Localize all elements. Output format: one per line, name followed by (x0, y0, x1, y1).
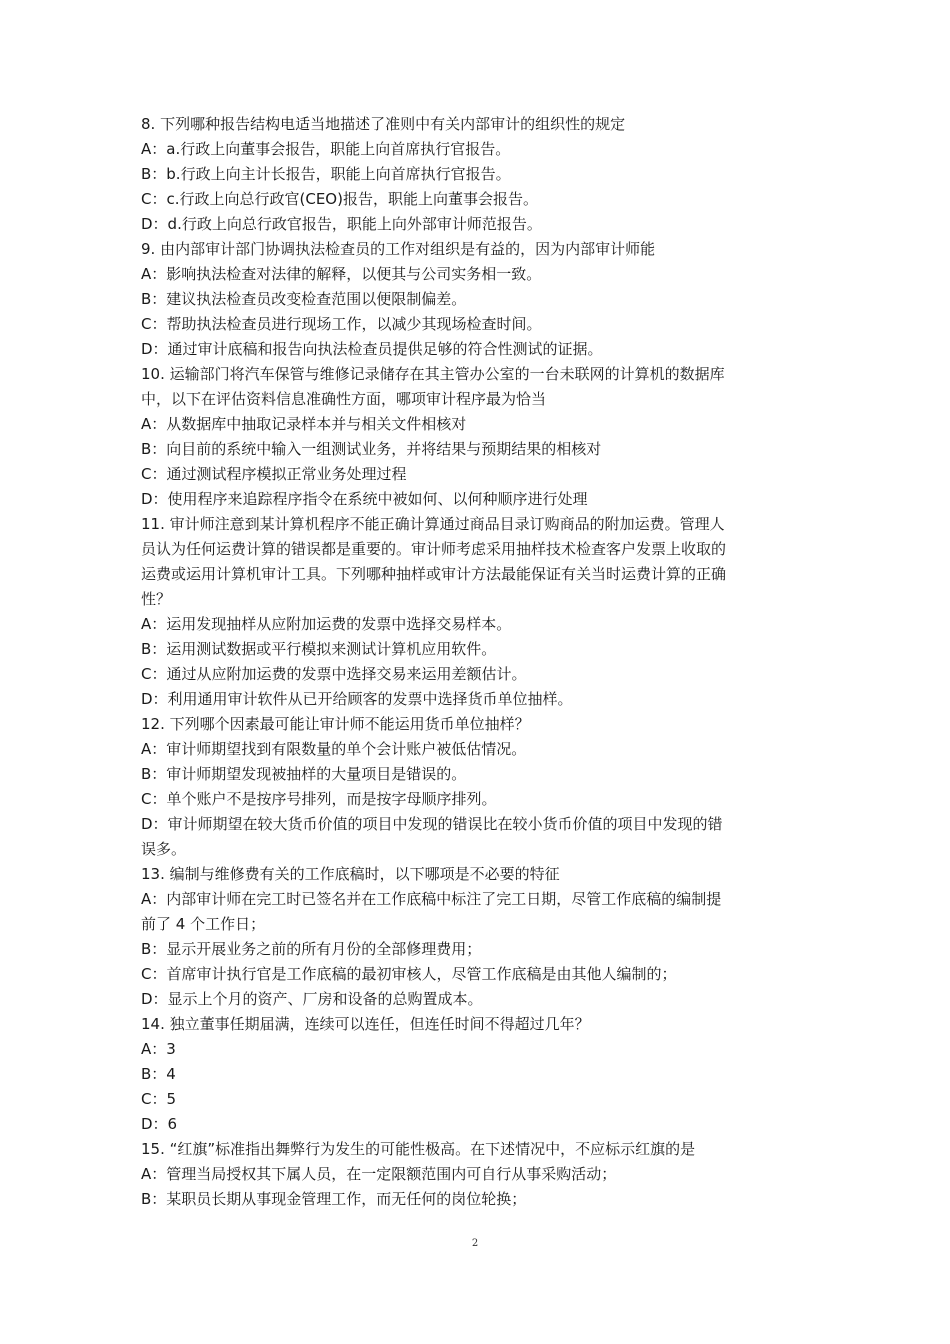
answer-option (141, 187, 811, 212)
answer-option-line: A：3 (141, 1040, 176, 1058)
answer-option-line: A：a.行政上向董事会报告，职能上向首席执行官报告。 (141, 140, 511, 158)
answer-option-line: B：某职员长期从事现金管理工作，而无任何的岗位轮换； (141, 1190, 527, 1208)
answer-option (141, 812, 811, 862)
answer-option (141, 637, 811, 662)
answer-option-line: B：b.行政上向主计长报告，职能上向首席执行官报告。 (141, 165, 511, 183)
answer-option (141, 462, 811, 487)
answer-option-line: C：通过测试程序模拟正常业务处理过程 (141, 465, 407, 483)
question-5 (141, 712, 811, 862)
answer-option-line: D：使用程序来追踪程序指令在系统中被如何、以何种顺序进行处理 (141, 490, 588, 508)
answer-option-line: B：审计师期望发现被抽样的大量项目是错误的。 (141, 765, 467, 783)
answer-option-line: 误多。 (141, 840, 187, 858)
answer-option-line: D：利用通用审计软件从已开给顾客的发票中选择货币单位抽样。 (141, 690, 573, 708)
answer-option (141, 437, 811, 462)
answer-option-line: D：d.行政上向总行政官报告，职能上向外部审计师范报告。 (141, 215, 542, 233)
answer-option (141, 1112, 811, 1137)
question-text-line: 13. 编制与维修费有关的工作底稿时，以下哪项是不必要的特征 (141, 865, 560, 883)
answer-option (141, 212, 811, 237)
answer-option (141, 287, 811, 312)
answer-option (141, 662, 811, 687)
answer-option (141, 137, 811, 162)
answer-option (141, 1187, 811, 1212)
answer-option (141, 762, 811, 787)
answer-option (141, 312, 811, 337)
answer-option-line: A：内部审计师在完工时已签名并在工作底稿中标注了完工日期，尽管工作底稿的编制提 (141, 890, 722, 908)
question-text-line: 性？ (141, 590, 172, 608)
answer-option-line: A：运用发现抽样从应附加运费的发票中选择交易样本。 (141, 615, 512, 633)
answer-option-line: C：通过从应附加运费的发票中选择交易来运用差额估计。 (141, 665, 527, 683)
answer-option (141, 737, 811, 762)
answer-option-line: C：5 (141, 1090, 177, 1108)
answer-option (141, 937, 811, 962)
question-text-line: 15. “红旗”标准指出舞弊行为发生的可能性极高。在下述情况中，不应标示红旗的是 (141, 1140, 696, 1158)
answer-option-line: C：首席审计执行官是工作底稿的最初审核人，尽管工作底稿是由其他人编制的； (141, 965, 677, 983)
question-text-line: 中，以下在评估资料信息准确性方面，哪项审计程序最为恰当 (141, 390, 547, 408)
answer-option-line: D：显示上个月的资产、厂房和设备的总购置成本。 (141, 990, 483, 1008)
question-text-line: 12. 下列哪个因素最可能让审计师不能运用货币单位抽样？ (141, 715, 530, 733)
answer-option (141, 1062, 811, 1087)
answer-option-line: D：通过审计底稿和报告向执法检查员提供足够的符合性测试的证据。 (141, 340, 603, 358)
question-1 (141, 112, 811, 237)
answer-option-line: B：向目前的系统中输入一组测试业务，并将结果与预期结果的相核对 (141, 440, 602, 458)
answer-option-line: B：运用测试数据或平行模拟来测试计算机应用软件。 (141, 640, 497, 658)
answer-option-line: A：管理当局授权其下属人员，在一定限额范围内可自行从事采购活动； (141, 1165, 617, 1183)
answer-option-line: C：单个账户不是按序号排列，而是按字母顺序排列。 (141, 790, 497, 808)
answer-option (141, 887, 811, 937)
question-text-line: 11. 审计师注意到某计算机程序不能正确计算通过商品目录订购商品的附加运费。管理人 (141, 515, 725, 533)
answer-option-line: 前了 4 个工作日； (141, 915, 266, 933)
answer-option-line: C：c.行政上向总行政官(CEO)报告，职能上向董事会报告。 (141, 190, 538, 208)
answer-option (141, 987, 811, 1012)
answer-option (141, 787, 811, 812)
question-3 (141, 362, 811, 512)
answer-option (141, 487, 811, 512)
page-number: 2 (471, 1238, 479, 1249)
answer-option-line: A：影响执法检查对法律的解释，以便其与公司实务相一致。 (141, 265, 542, 283)
answer-option (141, 612, 811, 637)
answer-option-line: B：建议执法检查员改变检查范围以便限制偏差。 (141, 290, 467, 308)
answer-option (141, 162, 811, 187)
question-4 (141, 512, 811, 712)
question-2 (141, 237, 811, 362)
answer-option (141, 262, 811, 287)
answer-option (141, 412, 811, 437)
question-text-line: 8. 下列哪种报告结构电适当地描述了准则中有关内部审计的组织性的规定 (141, 115, 626, 133)
question-text-line: 运费或运用计算机审计工具。下列哪种抽样或审计方法最能保证有关当时运费计算的正确 (141, 565, 727, 583)
answer-option (141, 687, 811, 712)
answer-option (141, 1087, 811, 1112)
answer-option (141, 1162, 811, 1187)
answer-option-line: A：从数据库中抽取记录样本并与相关文件相核对 (141, 415, 467, 433)
answer-option (141, 1037, 811, 1062)
answer-option (141, 337, 811, 362)
question-text-line: 9. 由内部审计部门协调执法检查员的工作对组织是有益的，因为内部审计师能 (141, 240, 656, 258)
question-6 (141, 862, 811, 1012)
question-text-line: 10. 运输部门将汽车保管与维修记录储存在其主管办公室的一台未联网的计算机的数据库 (141, 365, 725, 383)
answer-option-line: B：显示开展业务之前的所有月份的全部修理费用； (141, 940, 482, 958)
answer-option-line: A：审计师期望找到有限数量的单个会计账户被低估情况。 (141, 740, 527, 758)
answer-option-line: C：帮助执法检查员进行现场工作，以减少其现场检查时间。 (141, 315, 542, 333)
answer-option-line: D：审计师期望在较大货币价值的项目中发现的错误比在较小货币价值的项目中发现的错 (141, 815, 723, 833)
answer-option-line: B：4 (141, 1065, 176, 1083)
question-7 (141, 1012, 811, 1137)
question-text-line: 员认为任何运费计算的错误都是重要的。审计师考虑采用抽样技术检查客户发票上收取的 (141, 540, 727, 558)
question-text-line: 14. 独立董事任期届满，连续可以连任，但连任时间不得超过几年？ (141, 1015, 590, 1033)
document-body (141, 112, 811, 1212)
answer-option-line: D：6 (141, 1115, 178, 1133)
answer-option (141, 962, 811, 987)
question-8 (141, 1137, 811, 1212)
